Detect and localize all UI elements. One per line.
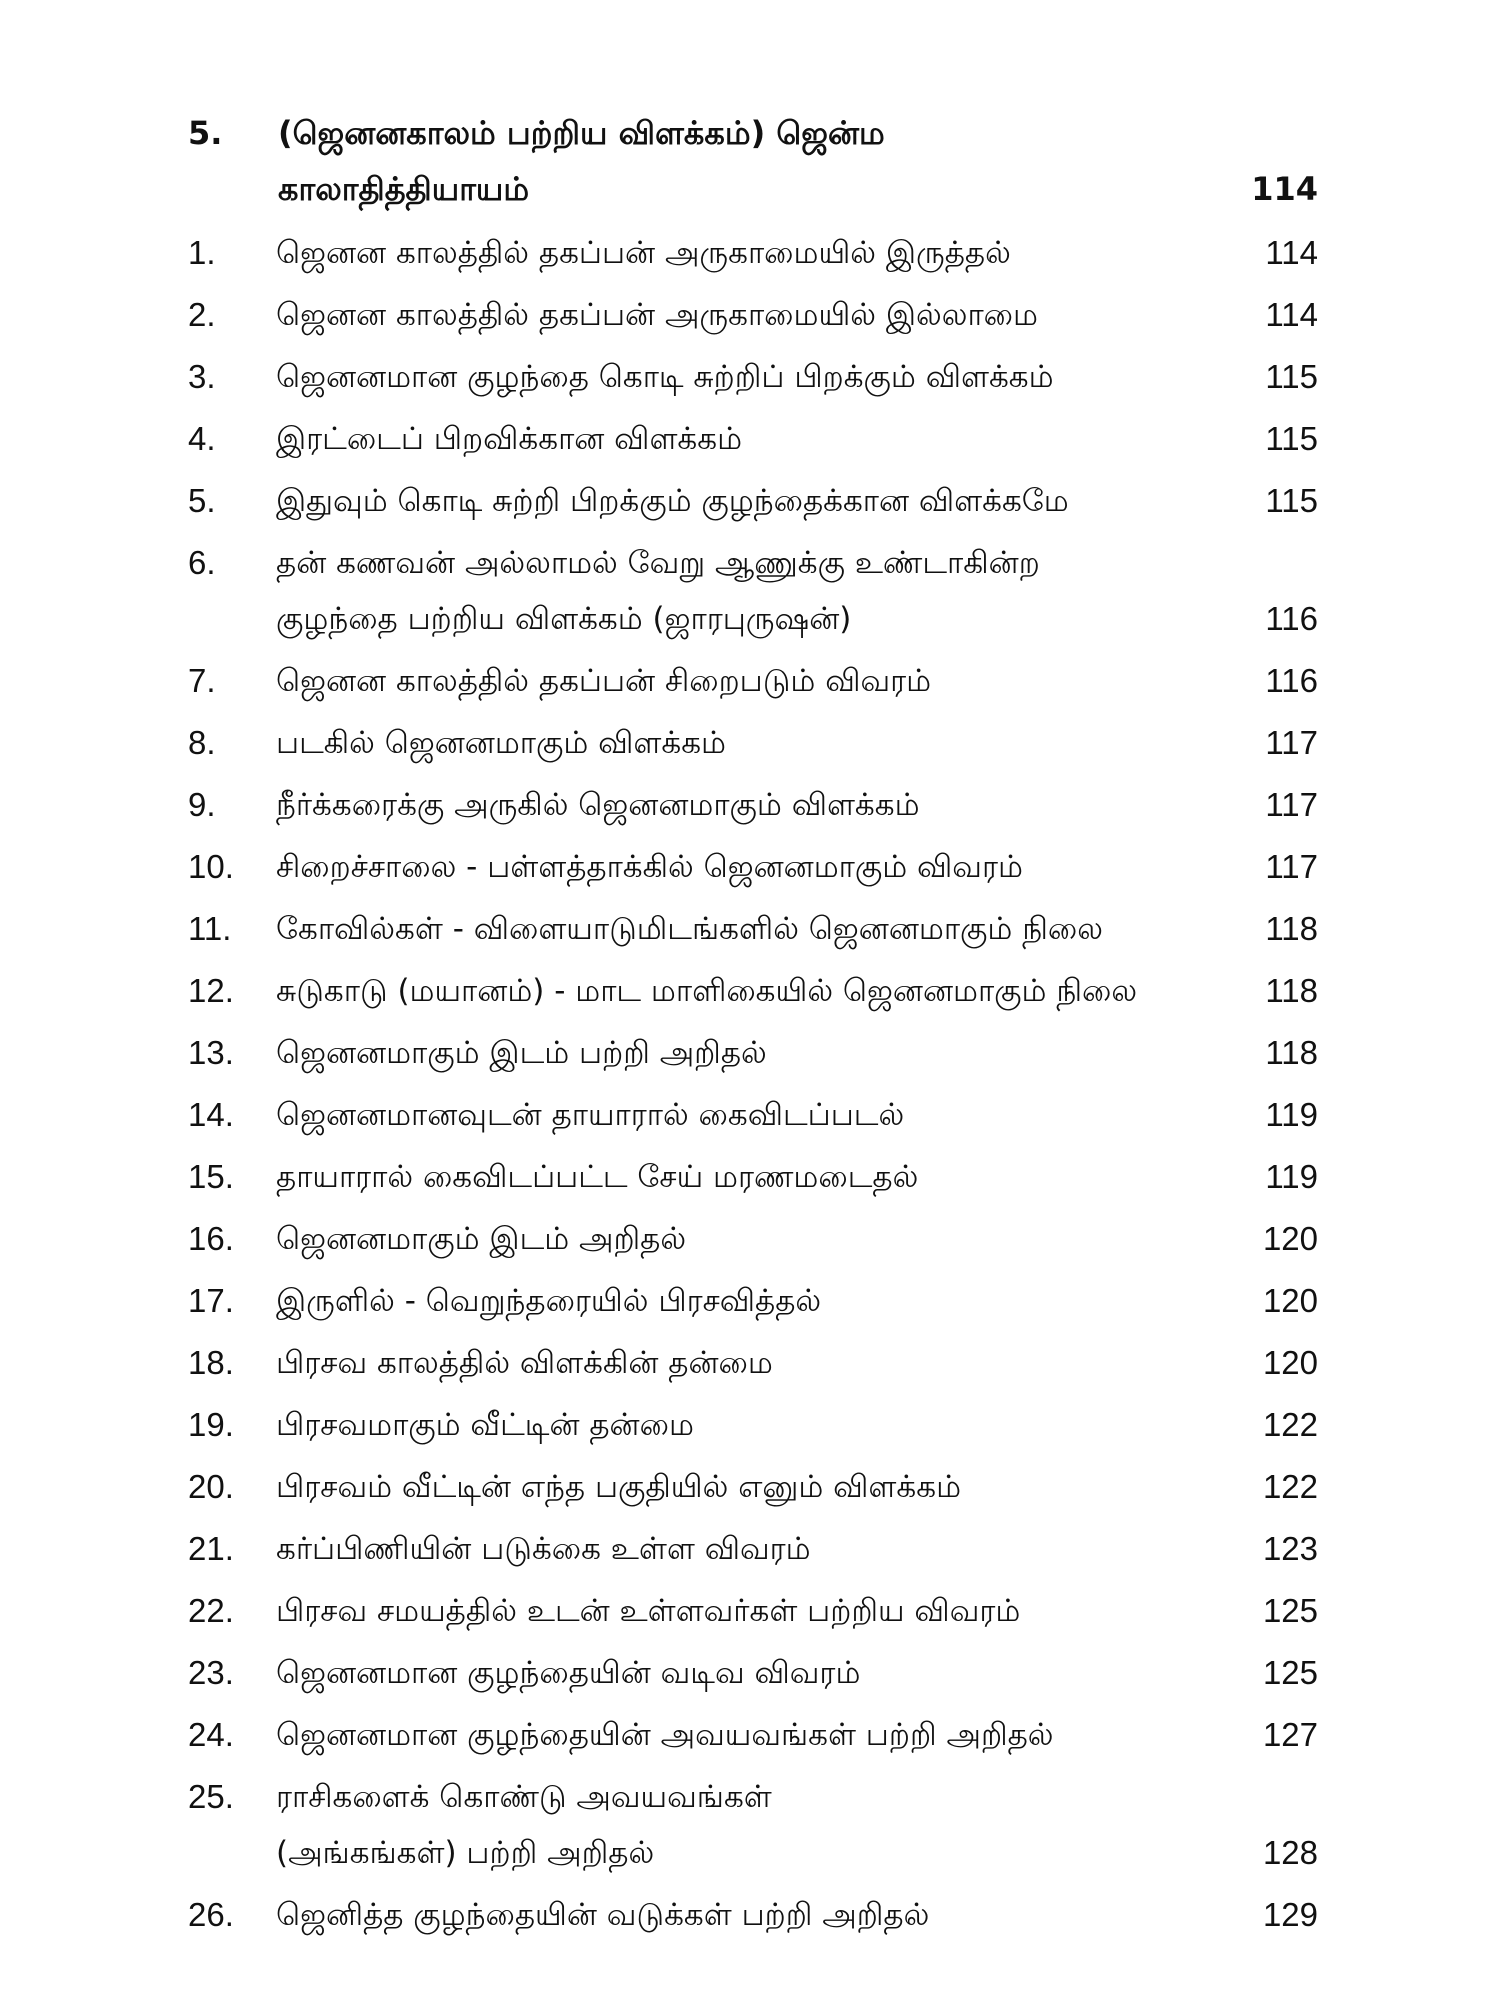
toc-entry: [188, 411, 1318, 467]
entry-title-line: ஜெனனமான குழந்தையின் வடிவ விவரம்: [276, 1655, 861, 1691]
toc-entry: [188, 653, 1318, 709]
entry-page-number: 127: [1262, 1716, 1318, 1753]
toc-entry: [188, 1645, 1318, 1701]
entry-title-line: தாயாரால் கைவிடப்பட்ட சேய் மரணமடைதல்: [276, 1159, 919, 1195]
entry-title-line: ராசிகளைக் கொண்டு அவயவங்கள்: [276, 1779, 772, 1815]
entry-title: [276, 225, 1198, 281]
entry-page-number: 120: [1262, 1220, 1318, 1257]
entry-number: 5.: [188, 482, 216, 519]
entry-title: [276, 1769, 1198, 1881]
entry-title-line: தன் கணவன் அல்லாமல் வேறு ஆணுக்கு உண்டாகின்ற: [276, 545, 1040, 581]
entry-title: [276, 963, 1198, 1019]
toc-entry: [188, 1273, 1318, 1329]
entry-page-number: 128: [1262, 1834, 1318, 1871]
entry-title: [276, 715, 1198, 771]
entry-page-number: 115: [1265, 482, 1318, 519]
entry-page-number: 119: [1265, 1158, 1318, 1195]
entry-title: [276, 1397, 1198, 1453]
entry-title-line: (அங்கங்கள்) பற்றி அறிதல்: [276, 1835, 655, 1871]
entry-page-number: 120: [1262, 1282, 1318, 1319]
toc-entry: [188, 777, 1318, 833]
toc-entry: [188, 1769, 1318, 1881]
toc-entry: [188, 1521, 1318, 1577]
entry-number: 11.: [188, 910, 232, 947]
entry-page-number: 122: [1262, 1406, 1318, 1443]
entry-title-line: பிரசவ சமயத்தில் உடன் உள்ளவர்கள் பற்றிய விவரம்: [276, 1593, 1021, 1629]
entry-page-number: 123: [1262, 1530, 1318, 1567]
entry-title-line: ஜெனனமாகும் இடம் அறிதல்: [276, 1221, 687, 1257]
entry-page-number: 114: [1265, 234, 1318, 271]
entry-title-line: பிரசவமாகும் வீட்டின் தன்மை: [276, 1407, 694, 1443]
toc-entry: [188, 1583, 1318, 1639]
entry-number: 17.: [188, 1282, 234, 1319]
entry-title-line: இரட்டைப் பிறவிக்கான விளக்கம்: [276, 421, 743, 457]
toc-entry: [188, 1459, 1318, 1515]
entry-title-line: நீர்க்கரைக்கு அருகில் ஜெனனமாகும் விளக்கம்: [276, 787, 920, 823]
toc-entry: [188, 1087, 1318, 1143]
entry-page-number: 125: [1262, 1592, 1318, 1629]
chapter-number: 5.: [188, 114, 223, 152]
entry-page-number: 114: [1265, 296, 1318, 333]
entry-page-number: 116: [1265, 600, 1318, 637]
entry-number: 19.: [188, 1406, 234, 1443]
entry-number: 18.: [188, 1344, 234, 1381]
entry-number: 15.: [188, 1158, 234, 1195]
chapter-title-line: காலாதித்தியாயம்: [278, 170, 530, 208]
entry-title: [276, 1149, 1198, 1205]
entry-number: 24.: [188, 1716, 234, 1753]
toc-entry: [188, 715, 1318, 771]
entry-number: 26.: [188, 1896, 234, 1933]
entry-number: 7.: [188, 662, 216, 699]
entry-number: 3.: [188, 358, 216, 395]
entry-page-number: 115: [1265, 358, 1318, 395]
entry-page-number: 118: [1265, 972, 1318, 1009]
entry-title-line: ஜெனனமான குழந்தை கொடி சுற்றிப் பிறக்கும் விளக்கம்: [276, 359, 1054, 395]
entry-page-number: 120: [1262, 1344, 1318, 1381]
entry-number: 2.: [188, 296, 216, 333]
entry-number: 13.: [188, 1034, 234, 1071]
entry-number: 10.: [188, 848, 234, 885]
entry-title-line: சுடுகாடு (மயானம்) - மாட மாளிகையில் ஜெனனமாகும் நிலை: [276, 973, 1138, 1009]
entry-title: [276, 411, 1198, 467]
entry-title-line: ஜெனனமாகும் இடம் பற்றி அறிதல்: [276, 1035, 767, 1071]
entry-title-line: ஜெனனமானவுடன் தாயாரால் கைவிடப்படல்: [276, 1097, 905, 1133]
entry-page-number: 117: [1265, 724, 1318, 761]
entry-number: 22.: [188, 1592, 234, 1629]
toc-entry: [188, 1887, 1318, 1943]
entry-number: 1.: [188, 234, 216, 271]
entry-title: [276, 1273, 1198, 1329]
toc-entry: [188, 473, 1318, 529]
entry-title: [276, 1707, 1198, 1763]
entry-title: [276, 1087, 1198, 1143]
entry-title: [276, 1521, 1198, 1577]
entry-title: [276, 1459, 1198, 1515]
chapter-title: [278, 105, 1178, 217]
entry-title: [276, 1211, 1198, 1267]
entry-page-number: 122: [1262, 1468, 1318, 1505]
entry-page-number: 129: [1262, 1896, 1318, 1933]
entry-number: 4.: [188, 420, 216, 457]
entry-page-number: 125: [1262, 1654, 1318, 1691]
toc-entry: [188, 901, 1318, 957]
entry-page-number: 118: [1265, 910, 1318, 947]
entry-title: [276, 1335, 1198, 1391]
entry-title: [276, 1645, 1198, 1701]
entry-title-line: கோவில்கள் - விளையாடுமிடங்களில் ஜெனனமாகும் நிலை: [276, 911, 1103, 947]
entry-number: 25.: [188, 1778, 234, 1815]
entry-title-line: ஜெனனமான குழந்தையின் அவயவங்கள் பற்றி அறிதல்: [276, 1717, 1054, 1753]
entry-title-line: ஜெனன காலத்தில் தகப்பன் சிறைபடும் விவரம்: [276, 663, 932, 699]
entry-number: 21.: [188, 1530, 234, 1567]
entry-page-number: 115: [1265, 420, 1318, 457]
entry-page-number: 119: [1265, 1096, 1318, 1133]
entry-title-line: படகில் ஜெனனமாகும் விளக்கம்: [276, 725, 726, 761]
entry-title-line: ஜெனித்த குழந்தையின் வடுக்கள் பற்றி அறிதல்: [276, 1897, 930, 1933]
entry-title: [276, 1887, 1198, 1943]
toc-list: [188, 225, 1318, 1949]
toc-entry: [188, 535, 1318, 647]
entry-title: [276, 777, 1198, 833]
entry-number: 9.: [188, 786, 216, 823]
entry-title: [276, 653, 1198, 709]
entry-title-line: சிறைச்சாலை - பள்ளத்தாக்கில் ஜெனனமாகும் விவரம்: [276, 849, 1023, 885]
chapter-page-number: 114: [1251, 170, 1318, 208]
toc-entry: [188, 225, 1318, 281]
entry-number: 20.: [188, 1468, 234, 1505]
toc-entry: [188, 287, 1318, 343]
toc-entry: [188, 1149, 1318, 1205]
entry-title: [276, 1583, 1198, 1639]
entry-title-line: பிரசவம் வீட்டின் எந்த பகுதியில் எனும் விளக்கம்: [276, 1469, 962, 1505]
entry-number: 23.: [188, 1654, 234, 1691]
entry-number: 16.: [188, 1220, 234, 1257]
entry-number: 12.: [188, 972, 234, 1009]
entry-title: [276, 349, 1198, 405]
entry-page-number: 117: [1265, 848, 1318, 885]
toc-entry: [188, 1707, 1318, 1763]
entry-title: [276, 1025, 1198, 1081]
entry-title: [276, 901, 1198, 957]
toc-entry: [188, 839, 1318, 895]
toc-entry: [188, 1397, 1318, 1453]
entry-number: 14.: [188, 1096, 234, 1133]
entry-title-line: பிரசவ காலத்தில் விளக்கின் தன்மை: [276, 1345, 773, 1381]
entry-title-line: இதுவும் கொடி சுற்றி பிறக்கும் குழந்தைக்கான விளக்கமே: [276, 483, 1069, 519]
entry-title: [276, 473, 1198, 529]
entry-page-number: 117: [1265, 786, 1318, 823]
entry-number: 6.: [188, 544, 216, 581]
entry-title-line: ஜெனன காலத்தில் தகப்பன் அருகாமையில் இருத்தல்: [276, 235, 1011, 271]
toc-entry: [188, 963, 1318, 1019]
entry-title-line: இருளில் - வெறுந்தரையில் பிரசவித்தல்: [276, 1283, 822, 1319]
entry-title-line: ஜெனன காலத்தில் தகப்பன் அருகாமையில் இல்லாமை: [276, 297, 1038, 333]
toc-entry: [188, 349, 1318, 405]
entry-title: [276, 839, 1198, 895]
chapter-title-line: (ஜெனனகாலம் பற்றிய விளக்கம்) ஜென்ம: [278, 114, 885, 152]
entry-number: 8.: [188, 724, 216, 761]
entry-title-line: குழந்தை பற்றிய விளக்கம் (ஜாரபுருஷன்): [276, 601, 852, 637]
entry-title-line: கர்ப்பிணியின் படுக்கை உள்ள விவரம்: [276, 1531, 811, 1567]
entry-page-number: 118: [1265, 1034, 1318, 1071]
toc-entry: [188, 1025, 1318, 1081]
toc-entry: [188, 1211, 1318, 1267]
entry-title: [276, 287, 1198, 343]
entry-page-number: 116: [1265, 662, 1318, 699]
toc-entry: [188, 1335, 1318, 1391]
entry-title: [276, 535, 1198, 647]
